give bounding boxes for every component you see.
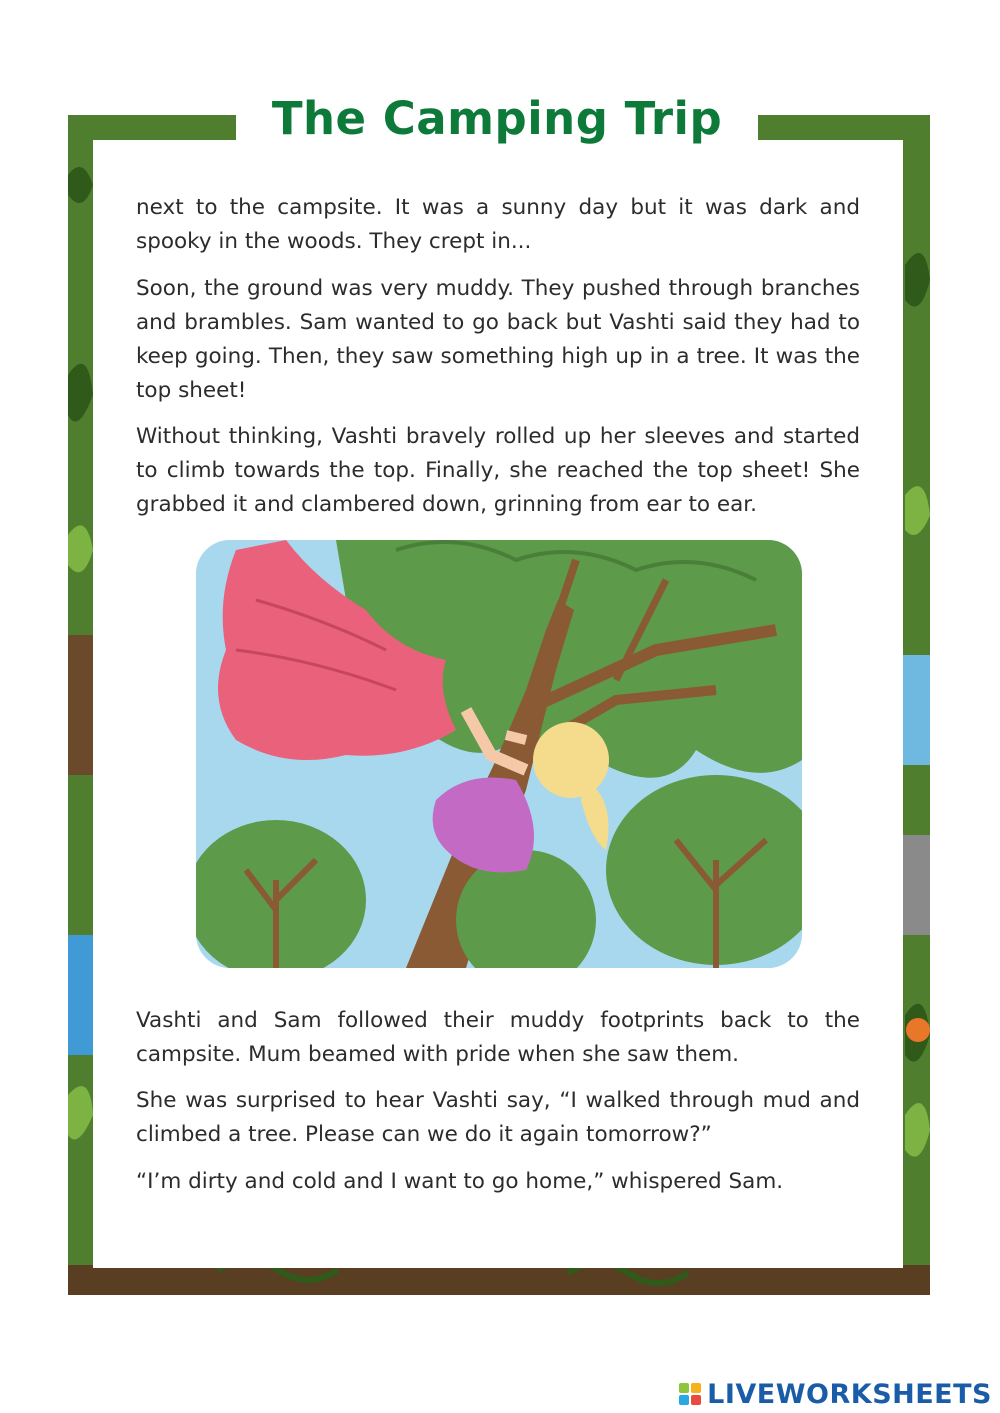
paragraph-1: next to the campsite. It was a sunny day but it was dark and spooky in the woods. They crept in... [136, 195, 860, 254]
girl-climbing-tree-illustration [196, 540, 802, 968]
liveworksheets-logo-text: LIVEWORKSHEETS [707, 1378, 992, 1410]
paragraph-4: Vashti and Sam followed their muddy footprints back to the campsite. Mum beamed with pride when she saw them. [136, 1008, 860, 1067]
liveworksheets-logo[interactable] [679, 1378, 992, 1410]
paragraph-3: Without thinking, Vashti bravely rolled up her sleeves and started to climb towards the top. Finally, she reached the top sheet! She grabbed it and clambered down, grinning from ear to ear. [136, 424, 860, 517]
paragraph-2: Soon, the ground was very muddy. They pushed through branches and brambles. Sam wanted to go back but Vashti said they had to keep going. Then, they saw something high up in a tree. It was the top sheet! [136, 276, 860, 403]
liveworksheets-logo-icon [679, 1383, 701, 1405]
page-title: The Camping Trip [271, 92, 723, 145]
paragraph-6: “I’m dirty and cold and I want to go home,” whispered Sam. [136, 1169, 784, 1194]
paragraph-5: She was surprised to hear Vashti say, “I walked through mud and climbed a tree. Please can we do it again tomorrow?” [136, 1088, 860, 1147]
